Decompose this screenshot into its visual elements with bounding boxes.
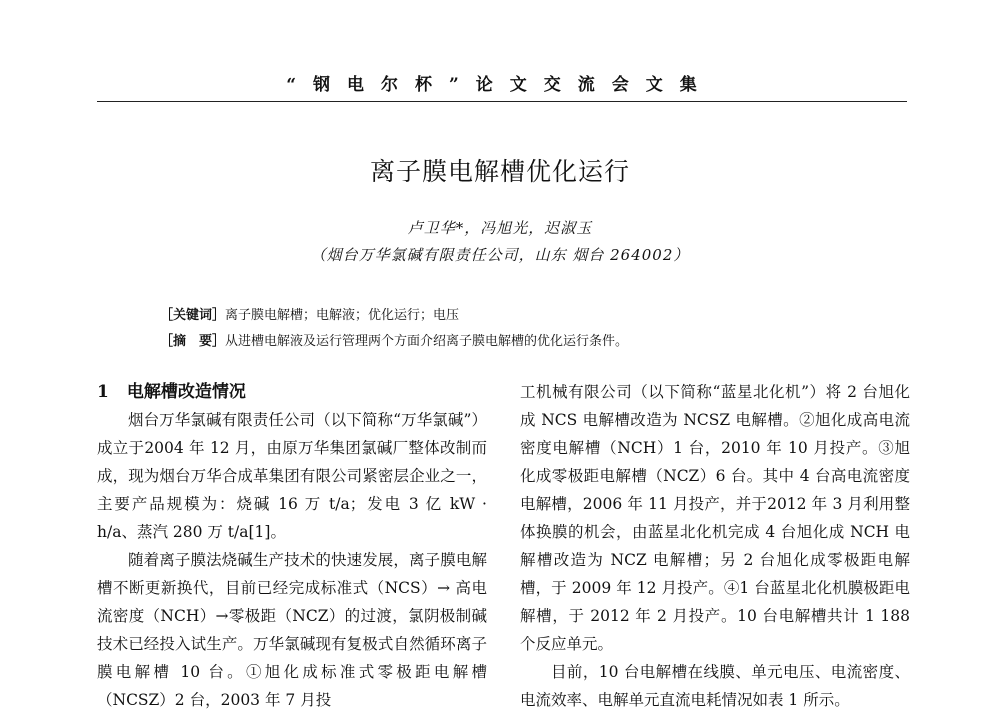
- header-rule: [97, 101, 907, 102]
- body-paragraph: 工机械有限公司（以下简称“蓝星北化机”）将 2 台旭化成 NCS 电解槽改造为 NCSZ 电解槽。②旭化成高电流密度电解槽（NCH）1 台，2010 年 10 月投产。③旭化成零极距电解槽（NCZ）6 台。其中 4 台高电流密度电解槽，2006 年 11 月投产，并于2012 年 3 月利用整体换膜的机会，由蓝星北化机完成 4 台旭化成 NCH 电解槽改造为 NCZ 电解槽；另 2 台旭化成零极距电解槽，于 2009 年 12 月投产。④1 台蓝星北化机膜极距电解槽，于 2012 年 2 月投产。10 台电解槽共计 1 188 个反应单元。: [520, 383, 910, 653]
- abstract-text: 从进槽电解液及运行管理两个方面介绍离子膜电解槽的优化运行条件。: [225, 334, 629, 349]
- paper-title: 离子膜电解槽优化运行: [369, 157, 630, 186]
- keywords-text: 离子膜电解槽；电解液；优化运行；电压: [225, 308, 460, 323]
- section-number: 1: [97, 382, 109, 402]
- abstract-label: ［摘 要］: [160, 334, 226, 349]
- section-title: 电解槽改造情况: [126, 382, 246, 402]
- right-column: [520, 378, 910, 714]
- keywords-line: [160, 304, 459, 323]
- body-paragraph: 目前，10 台电解槽在线膜、单元电压、电流密度、电流效率、电解单元直流电耗情况如表 1 所示。: [520, 663, 910, 709]
- authors: 卢卫华*，冯旭光，迟淑玉: [407, 219, 593, 237]
- keywords-label: ［关键词］: [160, 308, 226, 323]
- abstract-line: [160, 330, 628, 349]
- section-heading: [97, 378, 487, 406]
- body-paragraph: 烟台万华氯碱有限责任公司（以下简称“万华氯碱”）成立于2004 年 12 月，由原万华集团氯碱厂整体改制而成，现为烟台万华合成革集团有限公司紧密层企业之一，主要产品规模为：烧碱 16 万 t/a；发电 3 亿 kW · h/a、蒸汽 280 万 t/a[1]。: [97, 411, 487, 541]
- body-paragraph: 随着离子膜法烧碱生产技术的快速发展，离子膜电解槽不断更新换代，目前已经完成标准式（NCS）→ 高电流密度（NCH）→零极距（NCZ）的过渡，氯阴极制碱技术已经投入试生产。万华氯碱现有复极式自然循环离子膜电解槽 10 台。①旭化成标准式零极距电解槽（NCSZ）2 台，2003 年 7 月投: [97, 551, 487, 709]
- left-column: [97, 378, 487, 714]
- affiliation: （烟台万华氯碱有限责任公司，山东 烟台 264002）: [310, 246, 690, 264]
- running-header: “钢电尔杯”论文交流会文集: [286, 75, 714, 95]
